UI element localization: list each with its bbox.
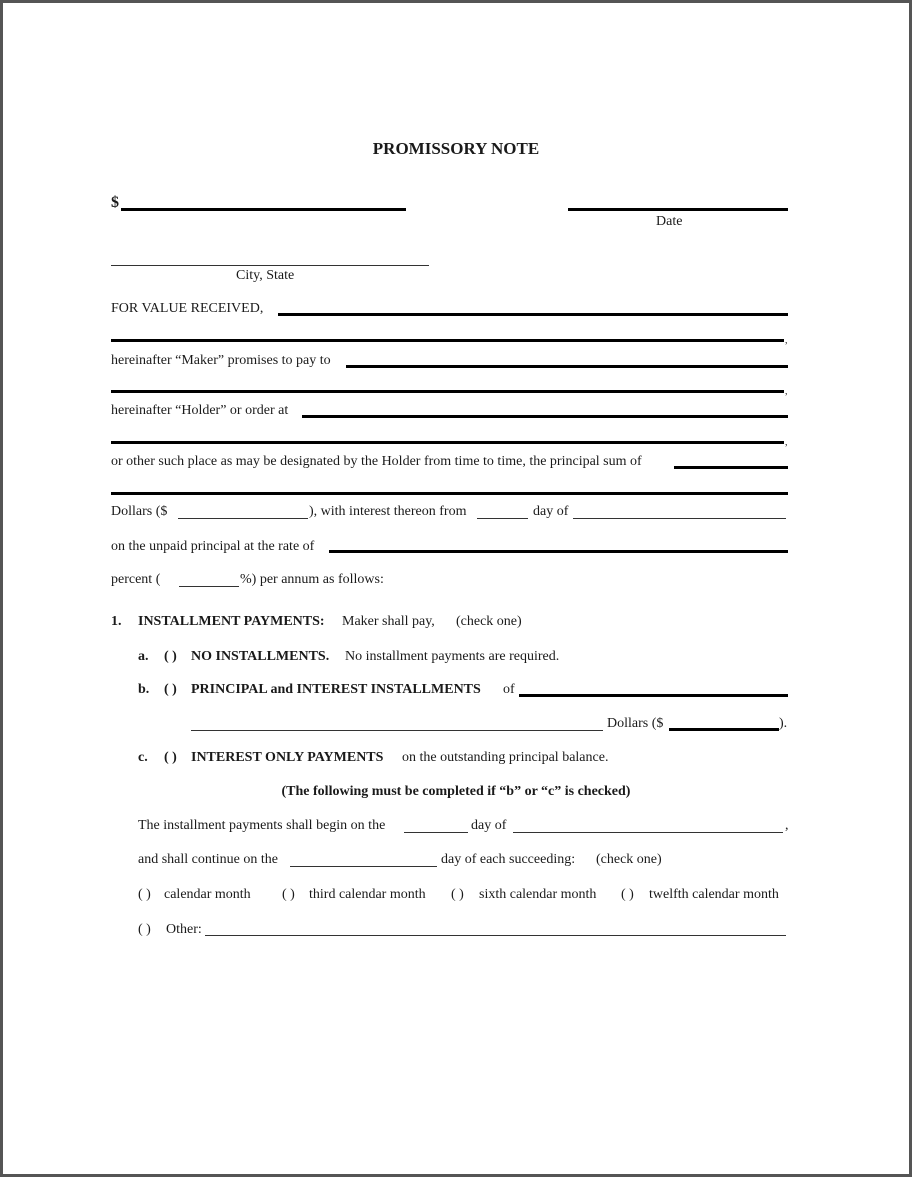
percent-text: percent ( <box>111 572 161 587</box>
option-a-text: No installment payments are required. <box>345 649 560 664</box>
payment-address-field-2[interactable] <box>111 441 784 444</box>
freq-third-month-label: third calendar month <box>309 887 426 902</box>
other-field[interactable] <box>205 935 786 936</box>
payment-address-field[interactable] <box>302 415 788 418</box>
maker-name-field[interactable] <box>278 313 788 316</box>
freq-calendar-month-checkbox[interactable]: ( ) <box>138 887 151 902</box>
interest-rate-field[interactable] <box>179 586 239 587</box>
freq-sixth-month-checkbox[interactable]: ( ) <box>451 887 464 902</box>
interest-from-text: ), with interest thereon from <box>309 504 467 519</box>
begin-day-field[interactable] <box>404 832 468 833</box>
document-title: PROMISSORY NOTE <box>372 139 540 158</box>
amount-field[interactable] <box>121 208 406 211</box>
section-heading: INSTALLMENT PAYMENTS: <box>138 614 325 629</box>
option-c-label: INTEREST ONLY PAYMENTS <box>191 750 384 765</box>
option-a-letter: a. <box>138 649 149 664</box>
interest-month-field[interactable] <box>573 518 786 519</box>
option-b-text: of <box>503 682 515 697</box>
freq-twelfth-month-label: twelfth calendar month <box>649 887 779 902</box>
holder-name-field-2[interactable] <box>111 390 784 393</box>
installment-words-field[interactable] <box>519 694 788 697</box>
comma: , <box>785 437 788 448</box>
freq-calendar-month-label: calendar month <box>164 887 251 902</box>
principal-amount-field[interactable] <box>178 518 308 519</box>
principal-sum-field[interactable] <box>674 466 788 469</box>
option-b-label: PRINCIPAL and INTEREST INSTALLMENTS <box>191 682 481 697</box>
option-a-checkbox[interactable]: ( ) <box>164 649 177 664</box>
other-checkbox[interactable]: ( ) <box>138 922 151 937</box>
dollar-sign: $ <box>111 194 119 211</box>
date-field[interactable] <box>568 208 788 211</box>
freq-sixth-month-label: sixth calendar month <box>479 887 597 902</box>
holder-order-text: hereinafter “Holder” or order at <box>111 403 289 418</box>
for-value-received-text: FOR VALUE RECEIVED, <box>111 301 264 316</box>
interest-rate-words-field[interactable] <box>329 550 788 553</box>
other-label: Other: <box>166 922 202 937</box>
option-c-letter: c. <box>138 750 148 765</box>
principal-sum-field-2[interactable] <box>111 492 788 495</box>
per-annum-text: %) per annum as follows: <box>240 572 384 587</box>
city-state-field[interactable] <box>111 265 429 266</box>
holder-name-field[interactable] <box>346 365 788 368</box>
begin-month-field[interactable] <box>513 832 783 833</box>
begin-comma: , <box>785 818 789 833</box>
other-place-text: or other such place as may be designated by the Holder from time to time, the principal sum of <box>111 454 642 469</box>
option-b-letter: b. <box>138 682 150 697</box>
check-one-text: (check one) <box>456 614 522 629</box>
option-c-text: on the outstanding principal balance. <box>402 750 609 765</box>
freq-third-month-checkbox[interactable]: ( ) <box>282 887 295 902</box>
option-b-close-text: ). <box>779 716 788 731</box>
continue-suffix-text: day of each succeeding: <box>441 852 576 867</box>
maker-name-field-2[interactable] <box>111 339 784 342</box>
section-number: 1. <box>111 614 122 629</box>
continue-check-one-text: (check one) <box>596 852 662 867</box>
date-label: Date <box>656 214 683 229</box>
dollars-text: Dollars ($ <box>111 504 168 519</box>
option-b-dollars-text: Dollars ($ <box>607 716 664 731</box>
begin-day-of-text: day of <box>471 818 507 833</box>
day-of-text: day of <box>533 504 569 519</box>
unpaid-principal-text: on the unpaid principal at the rate of <box>111 539 315 554</box>
begin-text: The installment payments shall begin on the <box>138 818 386 833</box>
option-c-checkbox[interactable]: ( ) <box>164 750 177 765</box>
comma: , <box>785 335 788 346</box>
continue-day-field[interactable] <box>290 866 437 867</box>
interest-day-field[interactable] <box>477 518 528 519</box>
maker-promise-text: hereinafter “Maker” promises to pay to <box>111 353 331 368</box>
conditional-note: (The following must be completed if “b” or “c” is checked) <box>281 784 631 799</box>
option-b-checkbox[interactable]: ( ) <box>164 682 177 697</box>
installment-amount-field[interactable] <box>669 728 779 731</box>
city-state-label: City, State <box>236 268 295 283</box>
section-text: Maker shall pay, <box>342 614 435 629</box>
installment-words-field-2[interactable] <box>191 730 603 731</box>
freq-twelfth-month-checkbox[interactable]: ( ) <box>621 887 634 902</box>
option-a-label: NO INSTALLMENTS. <box>191 649 330 664</box>
comma: , <box>785 386 788 397</box>
continue-text: and shall continue on the <box>138 852 278 867</box>
